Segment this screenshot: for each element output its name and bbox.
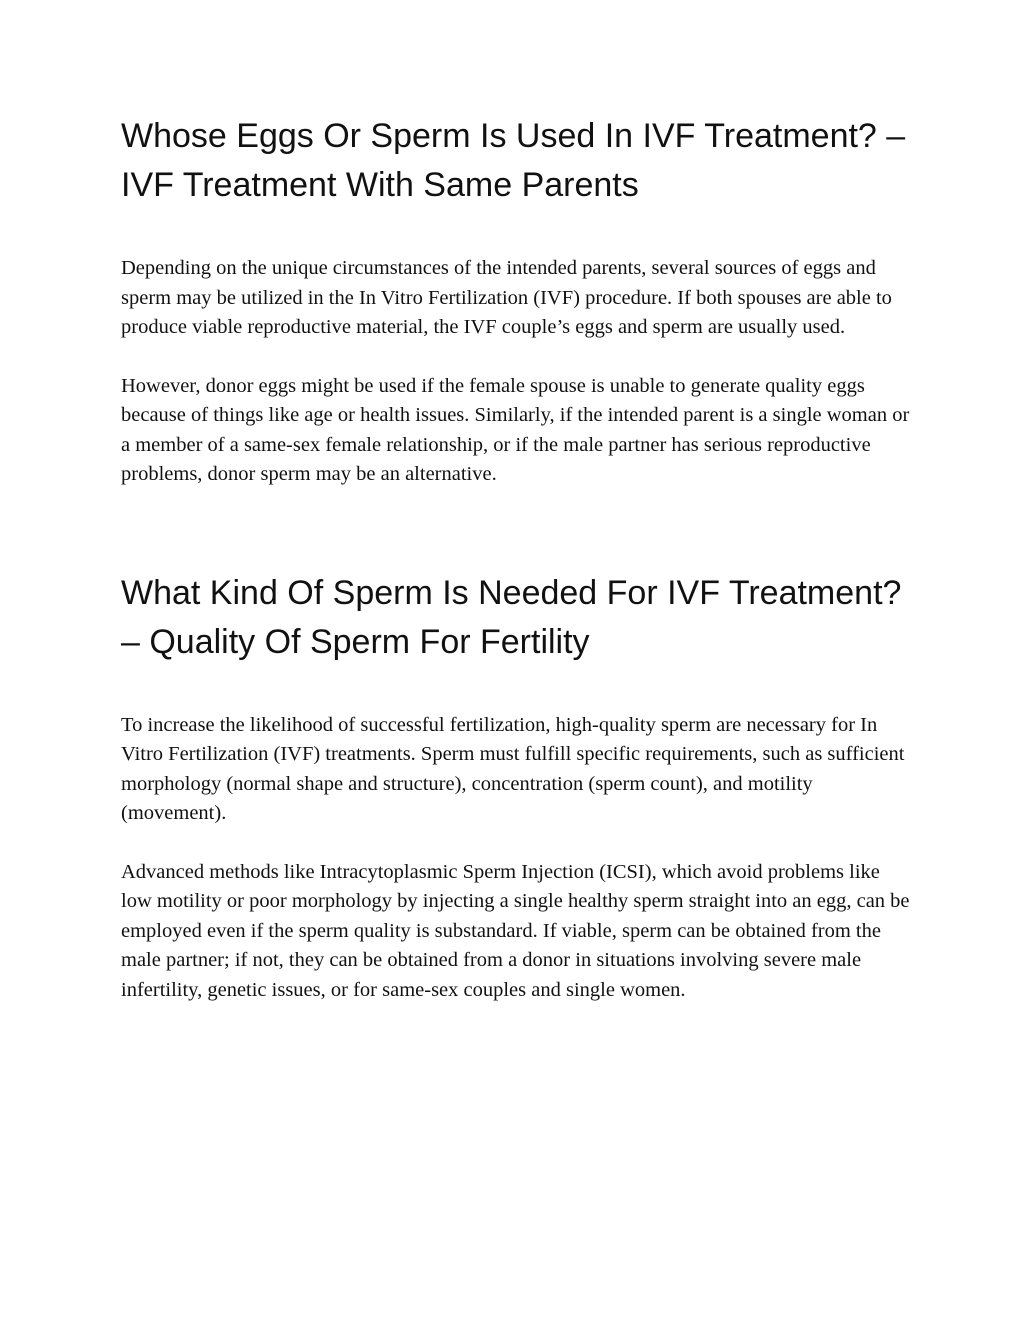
- paragraph: Depending on the unique circumstances of the intended parents, several sources of eggs and sperm may be utilized in the In Vitro Fertilization (IVF) procedure. If both spouses are able to produce viable reproductive material, the IVF couple’s eggs and sperm are usually used.: [121, 257, 892, 338]
- section-heading: What Kind Of Sperm Is Needed For IVF Treatment? – Quality Of Sperm For Fertility: [121, 573, 902, 661]
- paragraph: However, donor eggs might be used if the female spouse is unable to generate quality eggs because of things like age or health issues. Similarly, if the intended parent is a single woman or a member of a same-sex female relationship, or if the male partner has serious reproductive problems, donor sperm may be an alternative.: [121, 374, 910, 485]
- paragraph: Advanced methods like Intracytoplasmic Sperm Injection (ICSI), which avoid problems like low motility or poor morphology by injecting a single healthy sperm straight into an egg, can be employed even if the sperm quality is substandard. If viable, sperm can be obtained from the male partner; if not, they can be obtained from a donor in situations involving severe male infertility, genetic issues, or for same-sex couples and single women.: [121, 860, 910, 1001]
- document-page: [121, 112, 911, 1005]
- section-egg-sperm-source: [121, 112, 911, 490]
- paragraph: To increase the likelihood of successful fertilization, high-quality sperm are necessary for In Vitro Fertilization (IVF) treatments. Sperm must fulfill specific requirements, such as sufficient morphology (normal shape and structure), concentration (sperm count), and motility (movement).: [121, 713, 905, 824]
- section-heading: Whose Eggs Or Sperm Is Used In IVF Treatment? – IVF Treatment With Same Parents: [121, 117, 906, 204]
- section-sperm-quality: [121, 569, 911, 1006]
